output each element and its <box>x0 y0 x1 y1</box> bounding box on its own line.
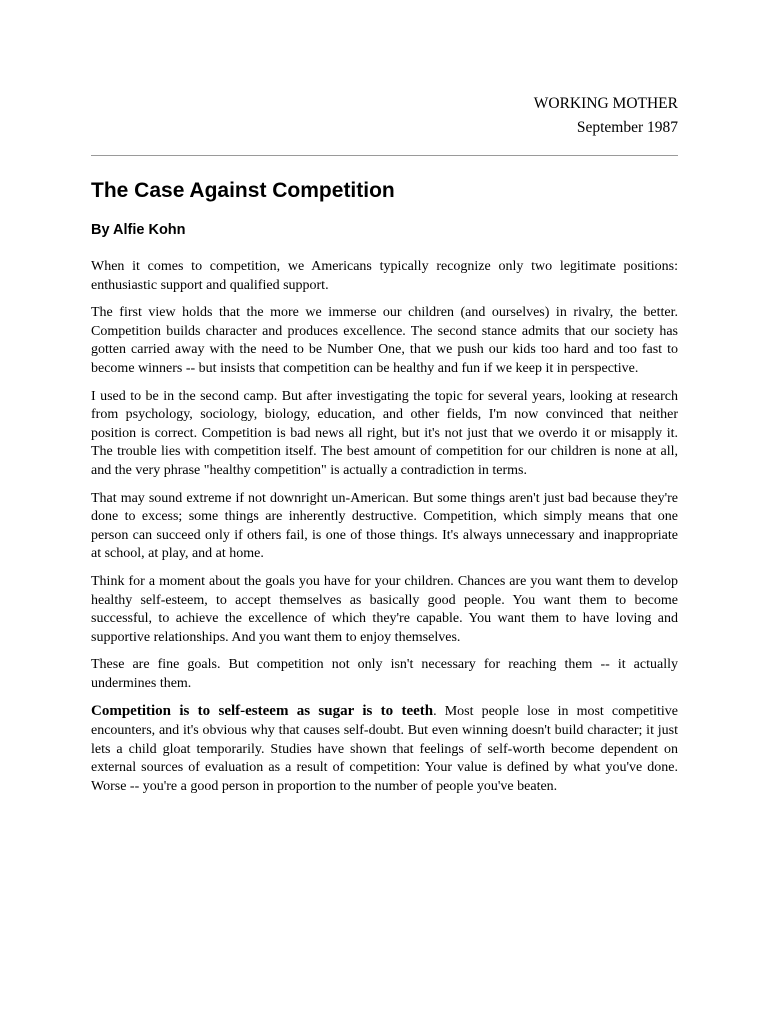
article-body <box>91 258 678 805</box>
header-divider <box>91 155 678 156</box>
body-paragraph: That may sound extreme if not downright un-American. But some things aren't just bad because they're done to excess; some things are inherently destructive. Competition, which simply means that one person can succeed only if others fail, is one of those things. It's always unnecessary and inappropriate at school, at play, and at home. <box>91 490 678 562</box>
article-title: The Case Against Competition <box>91 179 395 202</box>
publication-name: WORKING MOTHER <box>533 95 678 112</box>
section-paragraph <box>91 702 678 796</box>
body-paragraph: I used to be in the second camp. But after investigating the topic for several years, looking at research from psychology, sociology, biology, education, and other fields, I'm now convinced that neither position is correct. Competition is bad news all right, but it's not just that we overdo it or misapply it. The trouble lies with competition itself. The best amount of competition for our children is none at all, and the very phrase "healthy competition" is actually a contradiction in terms. <box>91 388 678 478</box>
document-page <box>91 0 678 1024</box>
body-paragraph: The first view holds that the more we immerse our children (and ourselves) in rivalry, the better. Competition builds character and produces excellence. The second stance admits that our society has gotten carried away with the need to be Number One, that we push our kids too hard and too fast to become winners -- but insists that competition can be healthy and fun if we keep it in perspective. <box>91 305 678 376</box>
masthead <box>534 92 678 140</box>
section-text: . Most people lose in most competitive encounters, and it's obvious why that causes self-doubt. But even winning doesn't build character; it just lets a child gloat temporarily. Studies have shown that feelings of self-worth become dependent on external sources of evaluation as a result of competition: Your value is defined by what you've done. Worse -- you're a good person in proportion to the number of people you've beaten. <box>91 704 678 794</box>
publication-date: September 1987 <box>576 119 678 136</box>
body-paragraph: These are fine goals. But competition not only isn't necessary for reaching them -- it actually undermines them. <box>91 657 678 691</box>
section-lead: Competition is to self-esteem as sugar is to teeth <box>91 703 434 720</box>
body-paragraph: Think for a moment about the goals you have for your children. Chances are you want them to develop healthy self-esteem, to accept themselves as basically good people. You want them to become successful, to achieve the excellence of which they're capable. You want them to have loving and supportive relationships. And you want them to enjoy themselves. <box>91 573 678 645</box>
body-paragraph: When it comes to competition, we Americans typically recognize only two legitimate positions: enthusiastic support and qualified support. <box>91 259 678 293</box>
article-byline: By Alfie Kohn <box>91 222 186 238</box>
